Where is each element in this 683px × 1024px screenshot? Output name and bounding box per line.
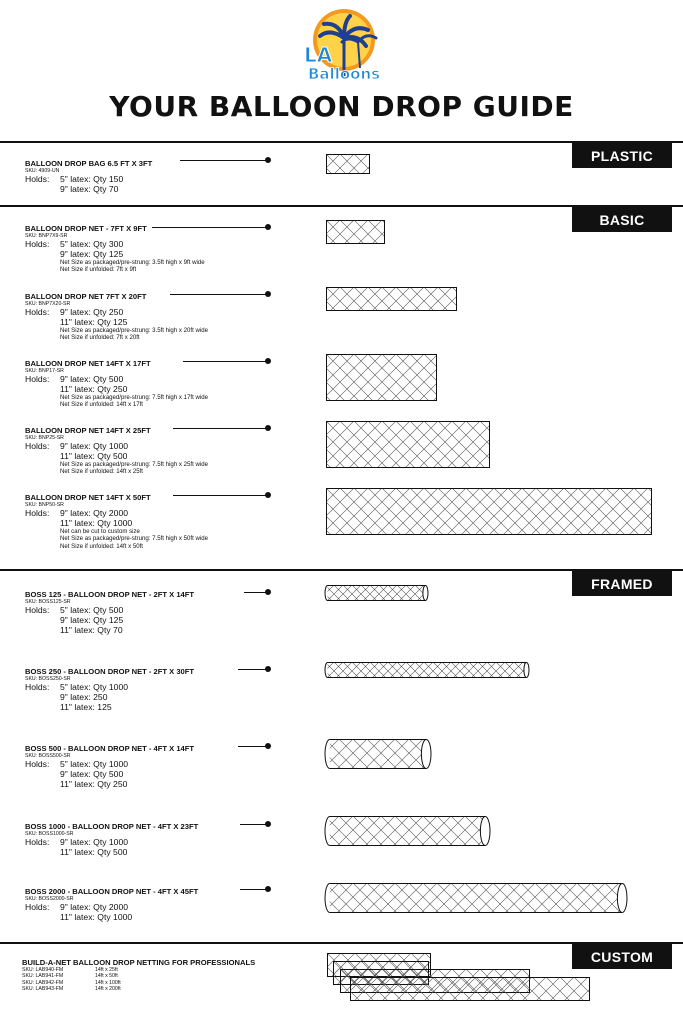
leader-dot	[265, 589, 271, 595]
product-title: BOSS 250 - BALLOON DROP NET - 2FT X 30FT	[25, 667, 195, 676]
product-sku: SKU: BOSS2000-SR	[25, 896, 74, 902]
capacity-line: 5" latex: Qty 300	[60, 239, 124, 249]
tube-mesh	[328, 663, 527, 678]
leader-line	[180, 160, 268, 161]
tube-end-cap	[524, 663, 529, 678]
leader-dot	[265, 666, 271, 672]
holds-label: Holds:	[25, 508, 50, 518]
net-size-note: Net Size as packaged/pre-strung: 3.5ft high x 9ft wide	[60, 259, 205, 266]
custom-item	[22, 958, 322, 993]
capacity-line: 5" latex: Qty 1000	[60, 759, 129, 769]
leader-dot	[265, 425, 271, 431]
product-sku: SKU: 4909-UN	[25, 168, 60, 174]
leader-dot	[265, 492, 271, 498]
tube-mesh	[330, 884, 622, 913]
tube-end-cap	[421, 740, 431, 769]
net-bag-illustration	[326, 154, 370, 174]
custom-sku: SKU: LAB942-FM	[22, 979, 64, 986]
capacity-line: 9" latex: Qty 125	[60, 615, 124, 625]
capacity-line: 9" latex: Qty 500	[60, 374, 124, 384]
capacity-line: 9" latex: Qty 1000	[60, 837, 129, 847]
net-mesh	[327, 489, 652, 535]
holds-label: Holds:	[25, 441, 50, 451]
net-size-note: Net Size if unfolded: 7ft x 9ft	[60, 266, 137, 274]
product-sku: SKU: BOSS1000-SR	[25, 831, 74, 837]
capacity-line: 9" latex: Qty 2000	[60, 902, 129, 912]
product-item	[25, 426, 325, 476]
net-size-note: Net Size as packaged/pre-strung: 3.5ft high x 20ft wide	[60, 327, 209, 334]
logo-text-la: LA	[304, 43, 333, 67]
product-sku: SKU: BNP7X20-SR	[25, 301, 71, 307]
framed-net-illustration	[325, 585, 429, 601]
product-item	[25, 667, 325, 712]
product-item	[25, 887, 325, 922]
framed-net-illustration	[325, 816, 491, 846]
product-title: BALLOON DROP BAG 6.5 FT X 3FT	[25, 159, 153, 168]
leader-dot	[265, 743, 271, 749]
product-title: BALLOON DROP NET 14FT X 50FT	[25, 493, 151, 502]
net-illustration	[326, 421, 490, 468]
product-item	[25, 359, 325, 409]
la-balloons-logo	[300, 6, 384, 84]
holds-label: Holds:	[25, 759, 50, 769]
section-badge-framed: FRAMED	[572, 571, 672, 596]
section-badge-basic: BASIC	[572, 207, 672, 232]
capacity-line: 11" latex: Qty 1000	[60, 912, 133, 922]
net-mesh	[327, 155, 370, 174]
capacity-line: 5" latex: Qty 150	[60, 174, 124, 184]
custom-size: 14ft x 200ft	[95, 986, 121, 993]
custom-size: 14ft x 100ft	[95, 979, 121, 986]
holds-label: Holds:	[25, 837, 50, 847]
capacity-line: 9" latex: Qty 1000	[60, 441, 129, 451]
custom-sku-row	[22, 986, 322, 992]
product-item	[25, 159, 325, 194]
product-item	[25, 224, 325, 274]
custom-sku: SKU: LAB941-FM	[22, 973, 64, 980]
capacity-line: 9" latex: Qty 500	[60, 769, 124, 779]
product-item	[25, 292, 325, 342]
capacity-line: 9" latex: Qty 250	[60, 307, 124, 317]
holds-label: Holds:	[25, 902, 50, 912]
product-item	[25, 744, 325, 789]
capacity-line: 9" latex: Qty 2000	[60, 508, 129, 518]
product-sku: SKU: BNP7X9-SR	[25, 233, 68, 239]
product-title: BOSS 1000 - BALLOON DROP NET - 4FT X 23FT	[25, 822, 199, 831]
capacity-line: 11" latex: Qty 500	[60, 847, 128, 857]
product-title: BOSS 2000 - BALLOON DROP NET - 4FT X 45FT	[25, 887, 199, 896]
leader-dot	[265, 821, 271, 827]
product-title: BALLOON DROP NET 7FT X 20FT	[25, 292, 147, 301]
product-title: BALLOON DROP NET 14FT X 25FT	[25, 426, 151, 435]
product-title: BALLOON DROP NET - 7FT X 9FT	[25, 224, 147, 233]
tube-end-cap	[480, 817, 490, 846]
leader-line	[183, 361, 268, 362]
capacity-line: 9" latex: 250	[60, 692, 108, 702]
capacity-line: 5" latex: Qty 500	[60, 605, 124, 615]
net-size-note: Net Size if unfolded: 14ft x 17ft	[60, 401, 143, 409]
net-size-note: Net Size as packaged/pre-strung: 7.5ft high x 50ft wide	[60, 535, 209, 543]
net-size-note: Net can be cut to custom size	[60, 528, 140, 535]
product-sku: SKU: BNP17-SR	[25, 368, 64, 374]
capacity-line: 11" latex: Qty 1000	[60, 518, 133, 528]
net-size-note: Net Size if unfolded: 7ft x 20ft	[60, 334, 140, 342]
leader-dot	[265, 886, 271, 892]
tube-mesh	[328, 586, 426, 601]
product-sku: SKU: BOSS500-SR	[25, 753, 71, 759]
holds-label: Holds:	[25, 605, 50, 615]
net-illustration	[326, 354, 437, 401]
product-sku: SKU: BOSS250-SR	[25, 676, 71, 682]
leader-line	[240, 889, 268, 890]
holds-label: Holds:	[25, 307, 50, 317]
holds-label: Holds:	[25, 239, 50, 249]
leader-dot	[265, 157, 271, 163]
leader-line	[173, 428, 268, 429]
holds-label: Holds:	[25, 682, 50, 692]
custom-size: 14ft x 25ft	[95, 967, 118, 973]
capacity-line: 11" latex: Qty 250	[60, 779, 128, 789]
tube-end-cap	[423, 586, 428, 601]
capacity-line: 9" latex: Qty 125	[60, 249, 124, 259]
leader-line	[238, 746, 268, 747]
custom-sku: SKU: LAB940-FM	[22, 967, 64, 973]
product-sku: SKU: BNP50-SR	[25, 502, 64, 508]
tube-mesh	[330, 817, 485, 846]
capacity-line: 11" latex: Qty 250	[60, 384, 128, 394]
product-sku: SKU: BOSS125-SR	[25, 599, 71, 605]
net-illustration	[326, 220, 385, 244]
product-item	[25, 590, 325, 635]
net-size-note: Net Size as packaged/pre-strung: 7.5ft high x 17ft wide	[60, 394, 209, 401]
net-mesh	[327, 221, 385, 244]
net-mesh	[327, 355, 437, 401]
net-size-note: Net Size as packaged/pre-strung: 7.5ft high x 25ft wide	[60, 461, 209, 468]
page-title: YOUR BALLOON DROP GUIDE	[109, 90, 574, 123]
custom-sku: SKU: LAB943-FM	[22, 986, 64, 993]
product-title: BOSS 125 - BALLOON DROP NET - 2FT X 14FT	[25, 590, 195, 599]
custom-size: 14ft x 50ft	[95, 973, 118, 980]
leader-line	[240, 824, 268, 825]
framed-net-illustration	[325, 739, 432, 769]
section-badge-plastic: PLASTIC	[572, 143, 672, 168]
tube-mesh	[330, 740, 426, 769]
leader-dot	[265, 358, 271, 364]
capacity-line: 11" latex: Qty 500	[60, 451, 128, 461]
logo-text-balloons: Balloons	[308, 65, 381, 83]
net-mesh	[327, 288, 457, 311]
framed-net-illustration	[325, 662, 530, 678]
capacity-line: 11" latex: Qty 125	[60, 317, 128, 327]
holds-label: Holds:	[25, 374, 50, 384]
capacity-line: 5" latex: Qty 1000	[60, 682, 129, 692]
capacity-line: 9" latex: Qty 70	[60, 184, 119, 194]
leader-line	[170, 294, 268, 295]
net-mesh	[327, 422, 490, 468]
product-item	[25, 493, 325, 550]
net-illustration	[326, 287, 457, 311]
product-title: BALLOON DROP NET 14FT X 17FT	[25, 359, 151, 368]
net-illustration	[326, 488, 652, 535]
capacity-line: 11" latex: Qty 70	[60, 625, 123, 635]
leader-line	[173, 495, 268, 496]
leader-dot	[265, 291, 271, 297]
leader-line	[152, 227, 268, 228]
tube-end-cap	[617, 884, 627, 913]
net-size-note: Net Size if unfolded: 14ft x 50ft	[60, 542, 143, 550]
section-badge-custom: CUSTOM	[572, 944, 672, 969]
custom-title: BUILD-A-NET BALLOON DROP NETTING FOR PROFESSIONALS	[22, 958, 256, 967]
product-title: BOSS 500 - BALLOON DROP NET - 4FT X 14FT	[25, 744, 195, 753]
holds-label: Holds:	[25, 174, 50, 184]
net-size-note: Net Size if unfolded: 14ft x 25ft	[60, 468, 143, 476]
custom-net-illustration	[350, 977, 590, 1001]
product-sku: SKU: BNP25-SR	[25, 435, 64, 441]
leader-line	[238, 669, 268, 670]
capacity-line: 11" latex: 125	[60, 702, 112, 712]
framed-net-illustration	[325, 883, 628, 913]
leader-dot	[265, 224, 271, 230]
product-item	[25, 822, 325, 857]
net-mesh	[351, 978, 590, 1001]
